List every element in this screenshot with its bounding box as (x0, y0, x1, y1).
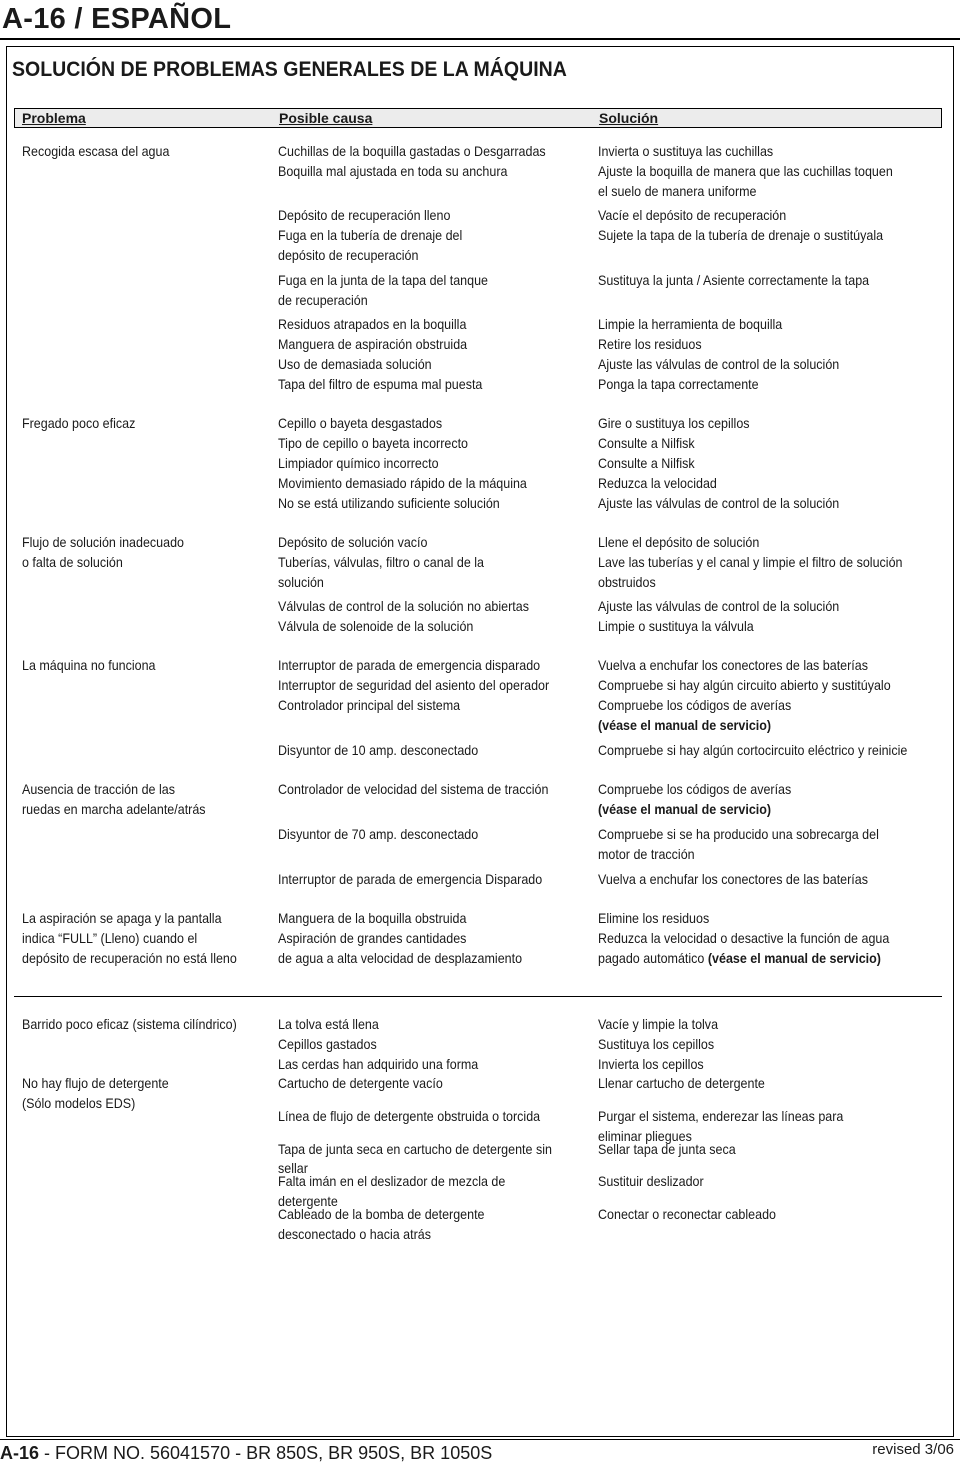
cause-text: de recuperación (278, 293, 368, 308)
solution-text: Vacíe y limpie la tolva (598, 1017, 719, 1032)
solution-text: Ajuste las válvulas de control de la solución (598, 357, 840, 372)
cause-text: detergente (278, 1194, 338, 1209)
problem-text: ruedas en marcha adelante/atrás (22, 802, 206, 817)
cause-text: Manguera de aspiración obstruida (278, 337, 468, 352)
header-solution: Solución (599, 110, 659, 126)
cause-text: de agua a alta velocidad de desplazamiento (278, 951, 523, 966)
cause-text: Válvulas de control de la solución no abiertas (278, 599, 529, 614)
cause-text: Fuga en la tubería de drenaje del (278, 228, 463, 243)
cause-text: Las cerdas han adquirido una forma (278, 1057, 479, 1072)
cause-text: Tapa del filtro de espuma mal puesta (278, 377, 483, 392)
footer-form-number: - FORM NO. 56041570 - BR 850S, BR 950S, BR 1050S (39, 1443, 493, 1463)
problem-text: La máquina no funciona (22, 658, 156, 673)
cause-text: Controlador principal del sistema (278, 698, 461, 713)
cause-text: Tapa de junta seca en cartucho de detergente sin (278, 1142, 552, 1157)
problem-text: Ausencia de tracción de las (22, 782, 175, 797)
solution-text: Vuelva a enchufar los conectores de las baterías (598, 872, 868, 887)
cause-text: Interruptor de parada de emergencia disparado (278, 658, 541, 673)
problem-text: Flujo de solución inadecuado (22, 535, 185, 550)
cause-text: Depósito de recuperación lleno (278, 208, 451, 223)
problem-text: Barrido poco eficaz (sistema cilíndrico) (22, 1017, 237, 1032)
solution-text: Compruebe si hay algún cortocircuito eléctrico y reinicie (598, 743, 908, 758)
solution-text: Ajuste las válvulas de control de la solución (598, 599, 840, 614)
service-manual-note: (véase el manual de servicio) (598, 802, 772, 817)
cause-text: Depósito de solución vacío (278, 535, 428, 550)
cause-text: Cartucho de detergente vacío (278, 1076, 443, 1091)
footer-page-number: A-16 (0, 1443, 40, 1463)
solution-text: Consulte a Nilfisk (598, 436, 695, 451)
cause-text: No se está utilizando suficiente solución (278, 496, 500, 511)
cause-text: desconectado o hacia atrás (278, 1227, 431, 1242)
solution-text: Sustituya la junta / Asiente correctamente la tapa (598, 273, 870, 288)
problem-text: Recogida escasa del agua (22, 144, 170, 159)
cause-text: Falta imán en el deslizador de mezcla de (278, 1174, 506, 1189)
solution-text: Sujete la tapa de la tubería de drenaje o sustitúyala (598, 228, 884, 243)
solution-text: Ajuste la boquilla de manera que las cuchillas toquen (598, 164, 893, 179)
problem-text: (Sólo modelos EDS) (22, 1096, 136, 1111)
solution-text: eliminar pliegues (598, 1129, 692, 1144)
solution-text: Vacíe el depósito de recuperación (598, 208, 787, 223)
solution-text: Limpie o sustituya la válvula (598, 619, 754, 634)
cause-text: Aspiración de grandes cantidades (278, 931, 467, 946)
page-header (0, 0, 960, 40)
cause-text: La tolva está llena (278, 1017, 379, 1032)
solution-text: Sellar tapa de junta seca (598, 1142, 736, 1157)
solution-text: Consulte a Nilfisk (598, 456, 695, 471)
cause-text: Tipo de cepillo o bayeta incorrecto (278, 436, 469, 451)
cause-text: Limpiador químico incorrecto (278, 456, 439, 471)
cause-text: depósito de recuperación (278, 248, 419, 263)
cause-text: sellar (278, 1161, 308, 1176)
cause-text: Controlador de velocidad del sistema de tracción (278, 782, 549, 797)
footer-form-info (0, 1443, 492, 1464)
solution-text: Sustituir deslizador (598, 1174, 704, 1189)
cause-text: Cableado de la bomba de detergente (278, 1207, 485, 1222)
solution-text: Reduzca la velocidad o desactive la función de agua (598, 931, 890, 946)
cause-text: Línea de flujo de detergente obstruida o torcida (278, 1109, 541, 1124)
solution-text: Gire o sustituya los cepillos (598, 416, 750, 431)
cause-text: Tuberías, válvulas, filtro o canal de la (278, 555, 484, 570)
solution-text: Ponga la tapa correctamente (598, 377, 759, 392)
solution-text: Compruebe si hay algún circuito abierto y sustitúyalo (598, 678, 891, 693)
cause-text: Uso de demasiada solución (278, 357, 432, 372)
solution-text: Compruebe los códigos de averías (598, 698, 792, 713)
solution-text: pagado automático (598, 951, 708, 966)
solution-text: Vuelva a enchufar los conectores de las baterías (598, 658, 868, 673)
service-manual-note: (véase el manual de servicio) (707, 951, 881, 966)
cause-text: Cepillos gastados (278, 1037, 377, 1052)
footer-rule (0, 1439, 960, 1440)
header-problem: Problema (22, 110, 86, 126)
cause-text: Manguera de la boquilla obstruida (278, 911, 467, 926)
problem-text: Fregado poco eficaz (22, 416, 136, 431)
solution-text: Compruebe si se ha producido una sobrecarga del (598, 827, 879, 842)
cause-text: Fuga en la junta de la tapa del tanque (278, 273, 489, 288)
header-cause: Posible causa (279, 110, 373, 126)
solution-text: Retire los residuos (598, 337, 702, 352)
solution-text: Limpie la herramienta de boquilla (598, 317, 783, 332)
problem-text: indica “FULL” (Lleno) cuando el (22, 931, 198, 946)
solution-text: Conectar o reconectar cableado (598, 1207, 776, 1222)
service-manual-note: (véase el manual de servicio) (598, 718, 772, 733)
solution-text: el suelo de manera uniforme (598, 184, 757, 199)
problem-text: No hay flujo de detergente (22, 1076, 169, 1091)
solution-text: Ajuste las válvulas de control de la solución (598, 496, 840, 511)
cause-text: Cepillo o bayeta desgastados (278, 416, 443, 431)
cause-text: Movimiento demasiado rápido de la máquina (278, 476, 527, 491)
solution-text: Llenar cartucho de detergente (598, 1076, 765, 1091)
page-title: A-16 / ESPAÑOL (2, 3, 232, 35)
problem-text: o falta de solución (22, 555, 123, 570)
solution-text: obstruidos (598, 575, 656, 590)
cause-text: Válvula de solenoide de la solución (278, 619, 474, 634)
footer-revision: revised 3/06 (872, 1441, 954, 1458)
solution-text: Compruebe los códigos de averías (598, 782, 792, 797)
table-header-row (14, 108, 942, 128)
solution-text: Lave las tuberías y el canal y limpie el filtro de solución (598, 555, 903, 570)
solution-text: Sustituya los cepillos (598, 1037, 715, 1052)
cause-text: Interruptor de seguridad del asiento del operador (278, 678, 550, 693)
problem-text: La aspiración se apaga y la pantalla (22, 911, 222, 926)
cause-text: Disyuntor de 10 amp. desconectado (278, 743, 479, 758)
solution-text: motor de tracción (598, 847, 695, 862)
section-title: SOLUCIÓN DE PROBLEMAS GENERALES DE LA MÁQUINA (12, 58, 567, 81)
solution-text: Elimine los residuos (598, 911, 710, 926)
solution-text: Invierta o sustituya las cuchillas (598, 144, 774, 159)
solution-text: Purgar el sistema, enderezar las líneas para (598, 1109, 844, 1124)
solution-text-line (598, 950, 881, 968)
problem-text: depósito de recuperación no está lleno (22, 951, 237, 966)
cause-text: Residuos atrapados en la boquilla (278, 317, 467, 332)
solution-text: Reduzca la velocidad (598, 476, 717, 491)
cause-text: Interruptor de parada de emergencia Disparado (278, 872, 543, 887)
solution-text: Invierta los cepillos (598, 1057, 704, 1072)
cause-text: Boquilla mal ajustada en toda su anchura (278, 164, 508, 179)
cause-text: Cuchillas de la boquilla gastadas o Desgarradas (278, 144, 546, 159)
header-rule (0, 38, 960, 40)
solution-text: Llene el depósito de solución (598, 535, 760, 550)
cause-text: Disyuntor de 70 amp. desconectado (278, 827, 479, 842)
table-section-divider (14, 996, 942, 997)
cause-text: solución (278, 575, 324, 590)
